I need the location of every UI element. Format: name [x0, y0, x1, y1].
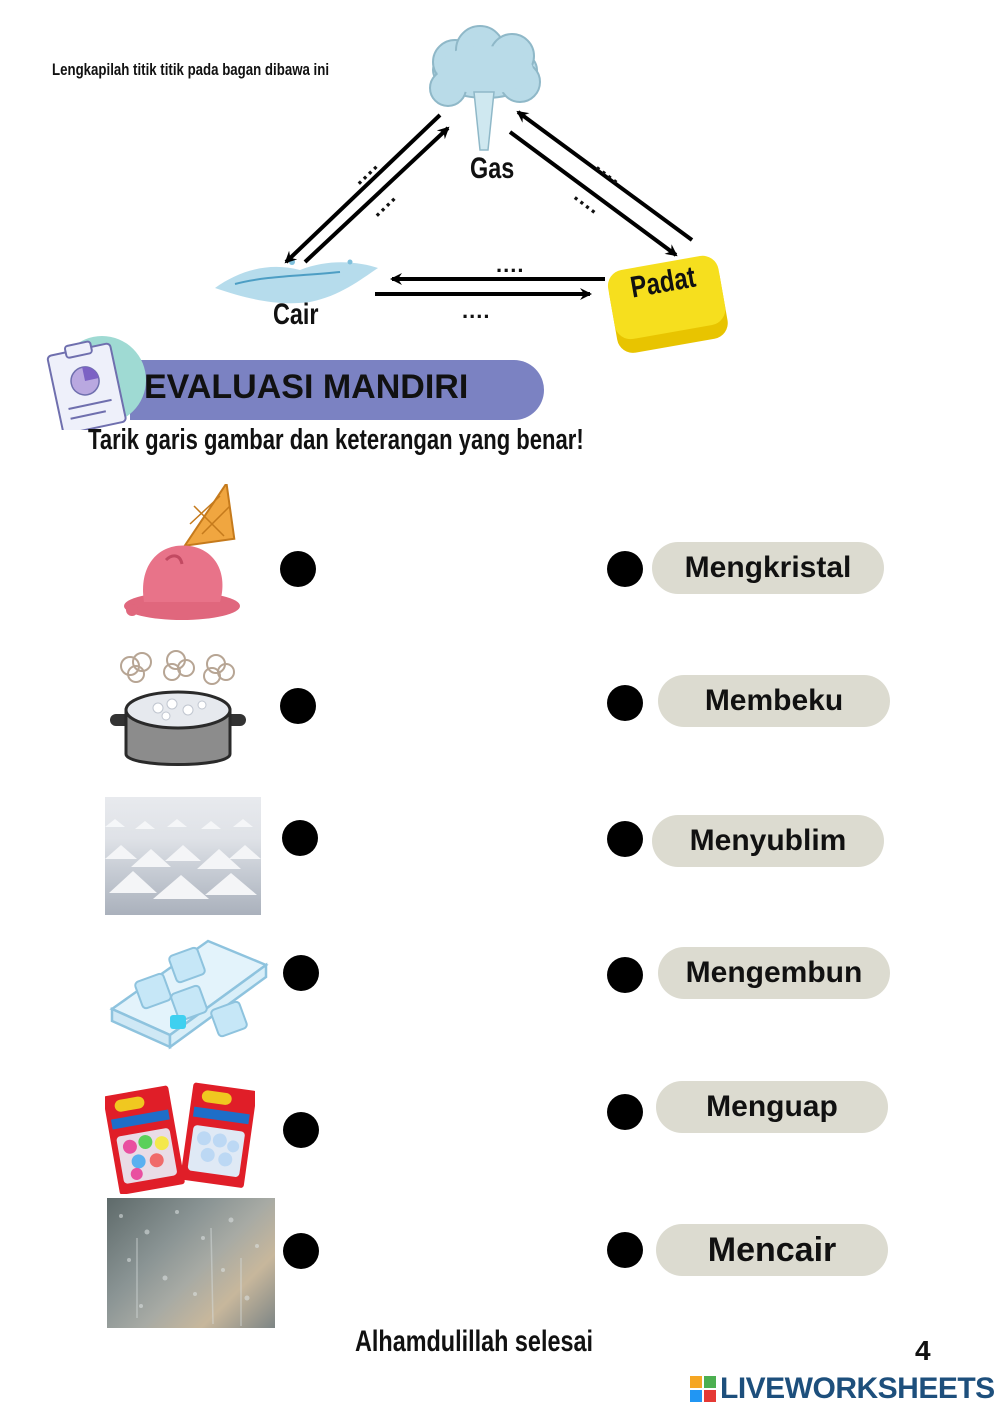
- answer-menyublim: Menyublim: [652, 815, 884, 867]
- clipboard-chart-icon: [40, 330, 150, 430]
- state-label-cair: Cair: [273, 298, 319, 331]
- picture-dot-2[interactable]: [280, 688, 316, 724]
- liveworksheets-logo-icon: [690, 1376, 718, 1402]
- answer-dot-6[interactable]: [607, 1232, 643, 1268]
- state-label-padat: Padat: [628, 260, 699, 305]
- answer-dot-5[interactable]: [607, 1094, 643, 1130]
- state-label-gas: Gas: [470, 152, 515, 185]
- page-number: 4: [915, 1335, 931, 1366]
- liveworksheets-brand[interactable]: [690, 1372, 995, 1406]
- section-title: EVALUASI MANDIRI: [144, 368, 469, 406]
- picture-dot-6[interactable]: [283, 1233, 319, 1269]
- boiling-pot-icon: [108, 650, 248, 778]
- picture-dot-3[interactable]: [282, 820, 318, 856]
- answer-membeku: Membeku: [658, 675, 890, 727]
- task-instruction: Tarik garis gambar dan keterangan yang benar!: [88, 424, 584, 456]
- answer-dot-2[interactable]: [607, 685, 643, 721]
- picture-dot-5[interactable]: [283, 1112, 319, 1148]
- blank-cair-gas-inner[interactable]: ....: [362, 183, 401, 222]
- blank-gas-padat-inner[interactable]: ....: [569, 182, 608, 220]
- picture-dot-4[interactable]: [283, 955, 319, 991]
- condensation-window-photo: [107, 1198, 275, 1328]
- answer-mengkristal: Mengkristal: [652, 542, 884, 594]
- picture-dot-1[interactable]: [280, 551, 316, 587]
- melting-ice-cream-icon: [120, 484, 250, 624]
- salt-field-photo: [105, 797, 261, 915]
- water-splash-icon: [215, 259, 378, 303]
- answer-mencair: Mencair: [656, 1224, 888, 1276]
- mothballs-packs-icon: [105, 1082, 255, 1194]
- blank-padat-cair[interactable]: ....: [496, 252, 525, 277]
- answer-dot-3[interactable]: [607, 821, 643, 857]
- blank-gas-padat-outer[interactable]: ....: [591, 152, 630, 190]
- answer-dot-4[interactable]: [607, 957, 643, 993]
- answer-menguap: Menguap: [656, 1081, 888, 1133]
- ice-cube-tray-icon: [108, 935, 270, 1053]
- closing-text: Alhamdulillah selesai: [355, 1325, 593, 1358]
- answer-mengembun: Mengembun: [658, 947, 890, 999]
- answer-dot-1[interactable]: [607, 551, 643, 587]
- blank-cair-padat[interactable]: ....: [462, 298, 491, 323]
- blank-cair-gas-outer[interactable]: ....: [344, 151, 383, 190]
- diagram-instruction: Lengkapilah titik titik pada bagan dibawa ini: [52, 60, 330, 79]
- brand-text: LIVEWORKSHEETS: [720, 1372, 995, 1405]
